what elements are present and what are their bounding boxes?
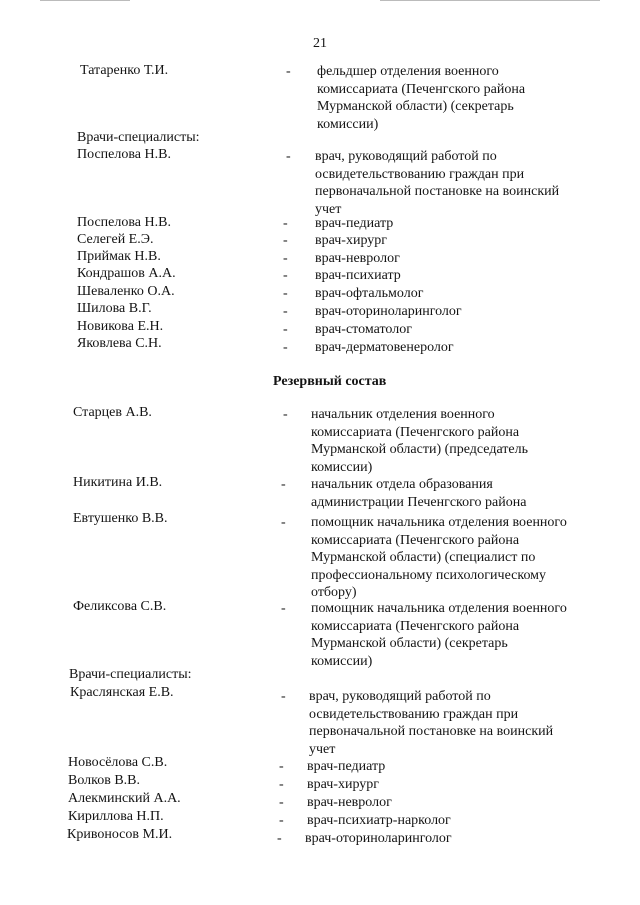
dash: - [283,286,288,301]
member-name: Евтушенко В.В. [73,511,168,526]
member-name: Старцев А.В. [73,405,152,420]
dash: - [279,813,284,828]
dash: - [286,64,291,79]
member-name: Поспелова Н.В. [77,147,171,162]
member-name: Селегей Е.Э. [77,232,154,247]
member-role: врач-педиатр [315,216,394,231]
member-role: врач-невролог [315,251,400,266]
dash: - [283,340,288,355]
member-name: Шеваленко О.А. [77,284,175,299]
member-role: врач-невролог [307,795,392,810]
dash: - [281,689,286,704]
member-role: врач-оториноларинголог [305,831,452,846]
dash: - [283,407,288,422]
section-heading: Резервный состав [273,374,387,389]
member-role: врач-дерматовенеролог [315,340,454,355]
member-name: Новосёлова С.В. [68,755,168,770]
member-role: врач, руководящий работой по освидетельствованию граждан при первоначальной постановке на воинский учет [309,689,554,757]
section-label: Врачи-специалисты: [77,130,200,145]
member-role: начальник отделения военного комиссариата (Печенгского района Мурманской области) (председатель комиссии) [311,407,529,475]
member-role: начальник отдела образования администрации Печенгского района [311,477,527,510]
dash: - [283,322,288,337]
member-name: Татаренко Т.И. [80,63,169,78]
member-name: Кириллова Н.П. [68,809,164,824]
member-role: фельдшер отделения военного комиссариата (Печенгского района Мурманской области) (секретарь комиссии) [317,64,526,132]
member-name: Волков В.В. [68,773,141,788]
dash: - [283,268,288,283]
member-role: помощник начальника отделения военного комиссариата (Печенгского района Мурманской области) (специалист по профессиональному психологическому отбору) [311,515,567,600]
member-name: Алекминский А.А. [68,791,181,806]
member-name: Кондрашов А.А. [77,266,176,281]
member-name: Кривоносов М.И. [67,827,173,842]
dash: - [283,233,288,248]
member-name: Поспелова Н.В. [77,215,171,230]
member-name: Краслянская Е.В. [70,685,174,700]
dash: - [286,149,291,164]
member-role: врач-хирург [315,233,388,248]
dash: - [277,831,282,846]
member-name: Яковлева С.Н. [77,336,162,351]
member-name: Приймак Н.В. [77,249,161,264]
dash: - [279,795,284,810]
dash: - [283,216,288,231]
member-role: врач, руководящий работой по освидетельствованию граждан при первоначальной постановке на воинский учет [315,149,560,217]
dash: - [281,515,286,530]
member-role: врач-офтальмолог [315,286,424,301]
page-number: 21 [313,36,327,51]
member-role: врач-психиатр-нарколог [307,813,451,828]
member-role: помощник начальника отделения военного комиссариата (Печенгского района Мурманской области) (секретарь комиссии) [311,601,567,669]
dash: - [283,251,288,266]
dash: - [279,777,284,792]
member-name: Новикова Е.Н. [77,319,164,334]
member-role: врач-психиатр [315,268,401,283]
member-role: врач-оториноларинголог [315,304,462,319]
member-name: Никитина И.В. [73,475,163,490]
member-name: Шилова В.Г. [77,301,152,316]
member-role: врач-педиатр [307,759,386,774]
section-label: Врачи-специалисты: [69,667,192,682]
member-name: Феликсова С.В. [73,599,167,614]
member-role: врач-хирург [307,777,380,792]
dash: - [279,759,284,774]
scan-edge [380,0,600,1]
dash: - [281,477,286,492]
scan-edge [40,0,130,1]
dash: - [281,601,286,616]
dash: - [283,304,288,319]
member-role: врач-стоматолог [315,322,412,337]
